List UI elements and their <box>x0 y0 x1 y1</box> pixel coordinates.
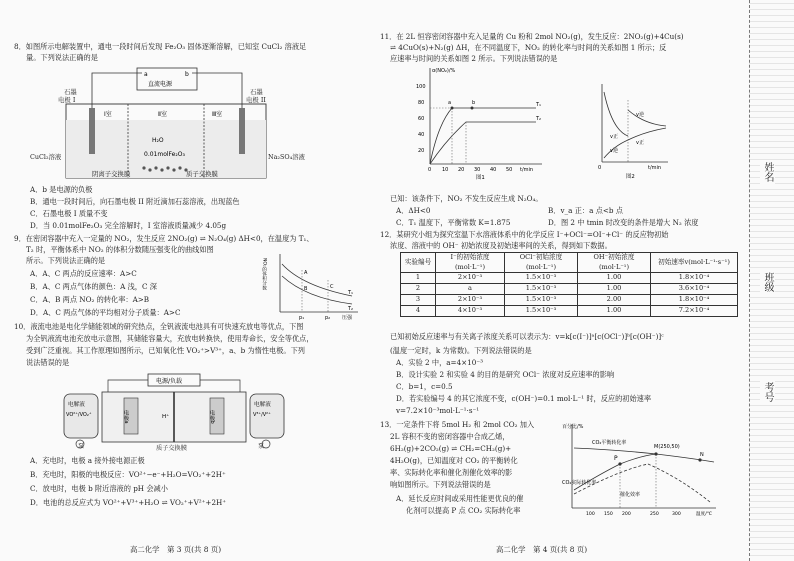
q8-stem-line2: 量。下列说法正确的是 <box>26 53 98 62</box>
q11-yaxis-label: α(NO₂)/% <box>432 68 456 74</box>
q10-right-tank-label: 电解液 <box>254 402 271 408</box>
power-a-label: a <box>144 71 148 78</box>
q8-proton-membrane: 质子交换膜 <box>186 170 218 178</box>
q11-stem-line1: 11．在 2L 恒容密闭容器中充入足量的 Cu 粉和 2mol NO₂(g)，发生反应：2NO₂(g)+4Cu(s) <box>380 32 684 41</box>
q10-left-tank-species: VO²⁺/VO₂⁺ <box>66 412 92 418</box>
q13-yaxis-label: 百分比/% <box>562 424 584 430</box>
table-cell: 4×10⁻³ <box>436 306 505 317</box>
q9-p2-label: p₂ <box>325 315 331 321</box>
page-4 <box>378 0 750 561</box>
q13-point-m: M(250,50) <box>654 444 680 450</box>
q12-stem-line2: 浓度、溶液中的 OH⁻ 初始浓度及初始速率间的关系，得到如下数据。 <box>390 241 612 250</box>
table-header: I⁻的初始浓度(mol·L⁻¹) <box>436 253 505 273</box>
q12-option-d: D．若实验编号 4 的其它浓度不变，c(OH⁻)=0.1 mol·L⁻¹ 时，反应的初始速率 <box>396 394 652 403</box>
q11-fig2-vpos: v正 <box>610 134 618 140</box>
q10-right-tank-species: V³⁺/V²⁺ <box>253 412 271 418</box>
q13-curve-equilibrium: CO₂平衡转化率 <box>592 440 627 446</box>
q9-pressure-graph <box>262 250 362 322</box>
q10-pump-left: 泵 <box>78 443 85 450</box>
q8-option-c: C．石墨电极 I 质量不变 <box>30 209 108 218</box>
power-supply-label: 直流电源 <box>148 81 173 88</box>
q10-electrode-b: 电极b <box>209 410 215 424</box>
table-cell: 4 <box>401 306 436 317</box>
table-header: 实验编号 <box>401 253 436 273</box>
q10-electrode-a: 电极a <box>123 410 129 424</box>
q10-stem-line3: 受到广泛重视。其工作原理如图所示，已知氧化性 VO₂⁺>V³⁺，a、b 为惰性电极。下列 <box>26 346 305 355</box>
q11-fig2-vrev: v逆 <box>610 148 618 154</box>
q11-fig2-origin: 0 <box>598 165 602 171</box>
q11-point-b: b <box>472 100 476 106</box>
q11-figure-2 <box>592 80 672 180</box>
table-cell: 1.5×10⁻³ <box>505 273 578 284</box>
q11-x30: 30 <box>474 167 481 173</box>
q13-x200: 200 <box>622 512 631 517</box>
table-cell: 2.00 <box>578 295 651 306</box>
q10-stem-line2: 为全钒液流电池充放电示意图，其储能容量大，充放电转换快，使用寿命长，安全等优点， <box>26 334 314 343</box>
table-row <box>401 273 738 284</box>
q11-stem-line3: 应速率与时间的关系如图 2 所示。下列说法错误的是 <box>390 54 558 63</box>
q11-t1-label: T₁ <box>536 102 542 108</box>
q9-p1-label: p₁ <box>299 315 305 321</box>
footer-page-4: 高二化学 第 4 页(共 8 页) <box>496 545 588 555</box>
q13-stem-line2: 2L 容积不变的密闭容器中合成乙烯， <box>390 432 510 441</box>
q11-y80: 80 <box>418 100 425 106</box>
q9-option-c: C．A、B 两点 NO₂ 的转化率：A>B <box>30 295 150 304</box>
q10-power-box: 电源/负载 <box>156 378 183 385</box>
q12-option-a: A．实验 2 中，a=4×10⁻³ <box>396 358 483 367</box>
q11-option-b: B．v_a 正：a 点<b 点 <box>548 206 623 215</box>
q12-option-b: B．设计实验 2 和实验 4 的目的是研究 OCl⁻ 浓度对反应速率的影响 <box>396 370 615 379</box>
fe2o3-label: 0.01molFe₂O₃ <box>144 151 185 158</box>
q11-point-a: a <box>448 100 452 106</box>
table-header-row <box>401 253 738 273</box>
q10-left-tank-label: 电解液 <box>68 402 85 408</box>
q11-x0: 0 <box>428 167 432 173</box>
q11-x40: 40 <box>490 167 497 173</box>
table-cell: 1.5×10⁻³ <box>505 295 578 306</box>
q11-option-d: D．图 2 中 tmin 时改变的条件是增大 N₂ 浓度 <box>548 218 699 227</box>
table-row <box>401 295 738 306</box>
q13-stem-line6: 响如图所示。下列说法错误的是 <box>390 480 491 489</box>
water-label: H₂O <box>152 137 164 144</box>
q11-stem-line2: ⇌ 4CuO(s)+N₂(g) ΔH，在不同温度下，NO₂ 的转化率与时间的关系如图 1 所示；反 <box>390 43 667 52</box>
binding-field-name: 姓名 <box>762 162 773 182</box>
table-cell: 1.00 <box>578 273 651 284</box>
table-cell: 2×10⁻³ <box>436 295 505 306</box>
q13-x100: 100 <box>586 512 595 517</box>
table-header: 初始速率v(mol·L⁻¹·s⁻¹) <box>651 253 738 273</box>
table-cell: 1.00 <box>578 284 651 295</box>
q11-x50: 50 <box>506 167 513 173</box>
q13-stem-line4: 4H₂O(g)，已知温度对 CO₂ 的平衡转化 <box>390 456 518 465</box>
q8-option-b: B．通电一段时间后，向石墨电极 II 附近滴加石蕊溶液，出现蓝色 <box>30 197 240 206</box>
q11-note: 已知：该条件下，NO₂ 不发生反应生成 N₂O₄。 <box>390 194 543 203</box>
table-cell: 1.8×10⁻⁴ <box>651 273 738 284</box>
q11-figure-1 <box>416 64 546 180</box>
power-b-label: b <box>185 71 189 78</box>
table-header: OCl⁻初始浓度(mol·L⁻¹) <box>505 253 578 273</box>
table-row <box>401 306 738 317</box>
room-1-label: Ⅰ室 <box>104 111 112 118</box>
q13-stem-line5: 率、实际转化率和催化剂催化效率的影 <box>390 468 513 477</box>
q13-x150: 150 <box>604 512 613 517</box>
q12-option-c: C．b=1，c=0.5 <box>396 382 453 391</box>
q13-stem-line1: 13．一定条件下将 5mol H₂ 和 2mol CO₂ 加入 <box>380 420 535 429</box>
q11-fig1-caption: 图1 <box>476 175 485 180</box>
q8-electrolysis-diagram <box>52 64 282 184</box>
footer-page-3: 高二化学 第 3 页(共 8 页) <box>130 545 222 555</box>
q10-membrane-label: 质子交换膜 <box>156 445 187 452</box>
table-cell: 1 <box>401 273 436 284</box>
q8-electrode-right: 石墨 <box>250 88 263 96</box>
q11-fig2-vrev-after: v逆 <box>636 112 644 118</box>
q10-stem-line4: 说法错误的是 <box>26 358 70 367</box>
q11-x10: 10 <box>442 167 449 173</box>
table-cell: 3.6×10⁻⁴ <box>651 284 738 295</box>
q11-t2-label: T₂ <box>536 116 542 122</box>
q11-option-c: C．T₁ 温度下，平衡常数 K=1.875 <box>396 218 511 227</box>
q8-stem-line1: 8．如图所示电解装置中，通电一段时间后发现 Fe₂O₃ 固体逐渐溶解，已知室 CuCl₂ 溶液足 <box>14 42 307 51</box>
q8-cucl2-label: CuCl₂溶液 <box>30 153 62 161</box>
q11-fig2-xaxis: t/min <box>648 165 662 171</box>
q13-temperature-graph <box>560 420 720 518</box>
table-cell: 3 <box>401 295 436 306</box>
q13-point-p: P <box>614 455 618 462</box>
table-cell: 1.8×10⁻⁴ <box>651 295 738 306</box>
binding-margin <box>749 0 794 561</box>
q9-stem-line2: T₂ 时，平衡体系中 NO₂ 的体积分数随压强变化的曲线如图 <box>26 245 214 254</box>
q13-option-a: A．延长反应时间或采用性能更优良的催 <box>396 494 524 503</box>
q10-stem-line1: 10．液流电池是电化学储能领域的研究热点，全钒液流电池具有可快速充放电等优点，下图 <box>14 322 304 331</box>
table-cell: 2 <box>401 284 436 295</box>
q13-curve-catalyst: 催化效率 <box>620 492 641 498</box>
q13-point-n: N <box>700 452 704 458</box>
q10-option-b: B．充电时，阳极的电极反应：VO²⁺−e⁻+H₂O=VO₂⁺+2H⁺ <box>30 470 226 479</box>
q13-x300: 300 <box>672 512 681 517</box>
q9-option-b: B．A、C 两点气体的颜色：A 浅，C 深 <box>30 282 157 291</box>
q9-point-a: A <box>304 270 308 276</box>
q12-data-table <box>400 252 738 317</box>
table-cell: 1.5×10⁻³ <box>505 306 578 317</box>
q11-fig2-caption: 图2 <box>626 174 635 180</box>
q12-stem-line1: 12．某研究小组为探究室温下水溶液体系中的化学反应 I⁻+OCl⁻=OI⁻+Cl⁻ 的反应物初始 <box>380 230 669 239</box>
q12-after-line1: 已知初始反应速率与有关离子浓度关系可以表示为：v=k[c(I⁻)]ᵃ[c(OCl⁻)]ᵇ[c(OH⁻)]ᶜ <box>390 332 664 341</box>
q10-option-a: A．充电时，电极 a 接外接电源正极 <box>30 456 145 465</box>
q8-option-a: A．b 是电源的负极 <box>30 185 93 194</box>
table-cell: a <box>436 284 505 295</box>
q8-electrode-right-2: 电极 II <box>246 96 266 104</box>
q9-point-b: B <box>304 286 308 292</box>
q13-xaxis-label: 温度/℃ <box>696 512 712 517</box>
q11-y40: 40 <box>418 132 425 138</box>
q11-y20: 20 <box>418 148 425 154</box>
q11-y60: 60 <box>418 116 425 122</box>
q11-fig2-vpos-after: v正 <box>636 140 644 146</box>
q9-option-d: D．A、C 两点气体的平均相对分子质量：A>C <box>30 308 181 317</box>
q9-stem-line1: 9．在密闭容器中充入一定量的 NO₂，发生反应 2NO₂(g) ⇌ N₂O₄(g) ΔH<0，在温度为 T₁、 <box>14 234 314 243</box>
q9-t1-label: T₁ <box>348 290 354 296</box>
table-cell: 2×10⁻³ <box>436 273 505 284</box>
table-cell: 1.00 <box>578 306 651 317</box>
page-3 <box>0 0 375 561</box>
q8-electrode-left-2: 电极 I <box>58 96 76 104</box>
table-cell: 7.2×10⁻⁴ <box>651 306 738 317</box>
q11-y100: 100 <box>416 84 426 90</box>
q13-x250: 250 <box>650 512 659 517</box>
q8-electrode-left: 石墨 <box>64 88 77 96</box>
q13-stem-line3: 6H₂(g)+2CO₂(g) ⇌ CH₂=CH₂(g)+ <box>390 444 512 453</box>
q8-anion-membrane: 阴离子交换膜 <box>92 170 131 178</box>
q10-hplus-label: H⁺ <box>162 414 170 420</box>
q10-option-c: C．放电时，电极 b 附近溶液的 pH 会减小 <box>30 484 168 493</box>
q9-point-c: C <box>330 284 334 290</box>
q9-xaxis-label: 压强 <box>342 315 353 321</box>
q12-after-line2: (温度一定时，k 为常数)。下列说法错误的是 <box>390 346 532 355</box>
q9-t2-label: T₂ <box>348 306 354 312</box>
room-2-label: Ⅱ室 <box>158 111 167 118</box>
q8-option-d: D．当 0.01molFe₂O₃ 完全溶解时，I 室溶液质量减少 4.05g <box>30 221 227 230</box>
table-row <box>401 284 738 295</box>
q9-option-a: A．A、C 两点的反应速率：A>C <box>30 269 137 278</box>
q13-curve-actual: CO₂实际转化率 <box>562 480 597 486</box>
table-header: OH⁻初始浓度(mol·L⁻¹) <box>578 253 651 273</box>
q8-na2so4-label: Na₂SO₄溶液 <box>268 153 305 161</box>
binding-field-class: 班级 <box>762 272 773 292</box>
q11-x20: 20 <box>458 167 465 173</box>
q10-option-d: D．电池的总反应式为 VO²⁺+V³⁺+H₂O ⇌ VO₂⁺+V²⁺+2H⁺ <box>30 498 227 507</box>
q12-option-d-cont: v=7.2×10⁻³mol·L⁻¹·s⁻¹ <box>396 406 480 415</box>
binding-field-id: 考号 <box>762 382 773 402</box>
room-3-label: Ⅲ室 <box>212 111 223 118</box>
q10-pump-right: 泵 <box>258 443 265 450</box>
q10-flow-battery-diagram <box>58 372 288 450</box>
q9-yaxis-label: NO₂的体积分数 <box>262 258 267 290</box>
q9-stem-line3: 所示。下列说法正确的是 <box>26 256 106 265</box>
q11-option-a: A．ΔH<0 <box>396 206 431 215</box>
q11-xaxis-label: t/min <box>520 167 534 173</box>
table-cell: 1.5×10⁻³ <box>505 284 578 295</box>
q13-option-a-cont: 化剂可以提高 P 点 CO₂ 实际转化率 <box>406 506 521 515</box>
